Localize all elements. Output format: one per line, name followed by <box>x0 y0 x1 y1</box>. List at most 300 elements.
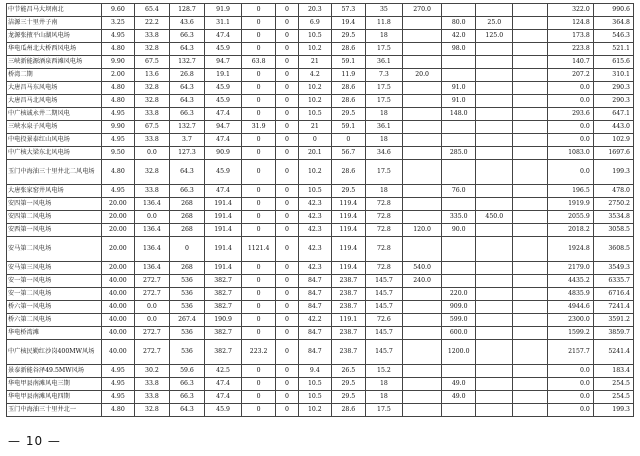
value-cell <box>442 4 476 17</box>
row-name-cell: 洁源三十里井子南 <box>7 17 102 30</box>
value-cell: 0 <box>242 365 276 378</box>
value-cell: 10.5 <box>298 185 331 198</box>
value-cell <box>442 262 476 275</box>
table-row <box>7 275 634 288</box>
value-cell: 20.1 <box>298 147 331 160</box>
value-cell: 18 <box>365 108 402 121</box>
value-cell: 91.0 <box>442 82 476 95</box>
value-cell: 199.3 <box>593 404 633 417</box>
value-cell: 34.6 <box>365 147 402 160</box>
value-cell <box>513 134 548 147</box>
value-cell: 1599.2 <box>548 327 593 340</box>
value-cell: 3534.8 <box>593 211 633 224</box>
value-cell: 268 <box>169 262 204 275</box>
value-cell: 64.3 <box>169 43 204 56</box>
value-cell: 136.4 <box>134 198 169 211</box>
value-cell: 599.0 <box>442 314 476 327</box>
value-cell: 0 <box>276 391 299 404</box>
value-cell: 29.5 <box>331 378 365 391</box>
row-name-cell: 玉门中海油三十里井北一 <box>7 404 102 417</box>
value-cell <box>442 160 476 185</box>
value-cell <box>513 147 548 160</box>
value-cell: 238.7 <box>331 340 365 365</box>
value-cell: 9.60 <box>101 4 134 17</box>
value-cell: 18 <box>365 185 402 198</box>
value-cell: 0 <box>276 314 299 327</box>
value-cell <box>476 82 513 95</box>
value-cell: 33.8 <box>134 378 169 391</box>
value-cell: 190.9 <box>205 314 242 327</box>
value-cell: 0 <box>276 43 299 56</box>
table-row <box>7 30 634 43</box>
value-cell: 0.0 <box>548 160 593 185</box>
value-cell: 1083.0 <box>548 147 593 160</box>
value-cell <box>513 365 548 378</box>
value-cell: 4.95 <box>101 378 134 391</box>
value-cell: 19.4 <box>331 17 365 30</box>
value-cell: 20.00 <box>101 224 134 237</box>
value-cell <box>476 160 513 185</box>
value-cell: 59.1 <box>331 56 365 69</box>
value-cell: 17.5 <box>365 82 402 95</box>
value-cell <box>442 198 476 211</box>
row-name-cell: 中电投景泰红山风电场 <box>7 134 102 147</box>
value-cell: 5241.4 <box>593 340 633 365</box>
value-cell: 4944.6 <box>548 301 593 314</box>
value-cell: 10.5 <box>298 378 331 391</box>
value-cell: 47.4 <box>205 378 242 391</box>
value-cell: 4.2 <box>298 69 331 82</box>
value-cell: 10.5 <box>298 391 331 404</box>
value-cell: 0 <box>242 314 276 327</box>
value-cell: 40.00 <box>101 314 134 327</box>
value-cell: 0 <box>242 17 276 30</box>
value-cell: 3591.2 <box>593 314 633 327</box>
value-cell: 91.9 <box>205 4 242 17</box>
row-name-cell: 景泰新能谷泽49.5MW风场 <box>7 365 102 378</box>
table-row <box>7 391 634 404</box>
value-cell: 42.3 <box>298 198 331 211</box>
value-cell <box>442 121 476 134</box>
value-cell: 272.7 <box>134 275 169 288</box>
table-row <box>7 237 634 262</box>
value-cell: 909.0 <box>442 301 476 314</box>
value-cell: 0 <box>276 108 299 121</box>
value-cell: 382.7 <box>205 301 242 314</box>
value-cell <box>513 314 548 327</box>
table-row <box>7 404 634 417</box>
value-cell: 0.0 <box>134 314 169 327</box>
value-cell: 40.00 <box>101 275 134 288</box>
value-cell <box>476 69 513 82</box>
value-cell: 0 <box>276 82 299 95</box>
value-cell: 4.95 <box>101 365 134 378</box>
table-row <box>7 160 634 185</box>
value-cell <box>403 301 442 314</box>
value-cell: 17.5 <box>365 404 402 417</box>
table-row <box>7 365 634 378</box>
value-cell: 11.8 <box>365 17 402 30</box>
value-cell <box>403 160 442 185</box>
value-cell: 0.0 <box>134 301 169 314</box>
capacity-table-wrapper <box>6 3 634 417</box>
value-cell: 64.3 <box>169 82 204 95</box>
table-row <box>7 95 634 108</box>
value-cell: 546.3 <box>593 30 633 43</box>
value-cell: 148.0 <box>442 108 476 121</box>
value-cell: 32.8 <box>134 95 169 108</box>
value-cell: 0 <box>276 147 299 160</box>
value-cell: 127.3 <box>169 147 204 160</box>
value-cell <box>513 288 548 301</box>
value-cell: 0 <box>276 378 299 391</box>
value-cell: 40.00 <box>101 327 134 340</box>
value-cell: 13.6 <box>134 69 169 82</box>
value-cell: 0 <box>169 237 204 262</box>
value-cell <box>513 404 548 417</box>
value-cell <box>403 56 442 69</box>
value-cell: 4.95 <box>101 185 134 198</box>
value-cell: 40.00 <box>101 301 134 314</box>
value-cell <box>476 198 513 211</box>
value-cell: 220.0 <box>442 288 476 301</box>
value-cell <box>442 365 476 378</box>
value-cell: 0.0 <box>548 134 593 147</box>
value-cell: 443.0 <box>593 121 633 134</box>
value-cell: 42.5 <box>205 365 242 378</box>
row-name-cell: 龙源张掖平山湖风电场 <box>7 30 102 43</box>
table-row <box>7 69 634 82</box>
value-cell: 10.5 <box>298 108 331 121</box>
value-cell: 76.0 <box>442 185 476 198</box>
value-cell: 0 <box>276 134 299 147</box>
value-cell <box>513 82 548 95</box>
row-name-cell: 三峡新能源酒泉西滩风电场 <box>7 56 102 69</box>
value-cell: 382.7 <box>205 327 242 340</box>
value-cell: 0 <box>242 108 276 121</box>
value-cell: 223.2 <box>242 340 276 365</box>
value-cell: 29.5 <box>331 391 365 404</box>
value-cell: 84.7 <box>298 288 331 301</box>
value-cell: 22.2 <box>134 17 169 30</box>
value-cell: 0 <box>242 301 276 314</box>
value-cell: 119.4 <box>331 262 365 275</box>
value-cell <box>513 56 548 69</box>
value-cell: 0 <box>276 224 299 237</box>
value-cell: 45.9 <box>205 43 242 56</box>
value-cell: 80.0 <box>442 17 476 30</box>
value-cell: 4.80 <box>101 82 134 95</box>
value-cell: 536 <box>169 301 204 314</box>
value-cell <box>403 95 442 108</box>
value-cell: 0 <box>242 404 276 417</box>
value-cell: 119.4 <box>331 198 365 211</box>
value-cell: 145.7 <box>365 327 402 340</box>
value-cell: 364.8 <box>593 17 633 30</box>
value-cell: 19.1 <box>205 69 242 82</box>
value-cell: 36.1 <box>365 56 402 69</box>
value-cell: 33.8 <box>134 185 169 198</box>
value-cell: 64.3 <box>169 160 204 185</box>
value-cell: 26.8 <box>169 69 204 82</box>
row-name-cell: 大唐昌马东风电场 <box>7 82 102 95</box>
value-cell: 647.1 <box>593 108 633 121</box>
value-cell: 66.3 <box>169 185 204 198</box>
value-cell: 536 <box>169 288 204 301</box>
value-cell: 17.5 <box>365 43 402 56</box>
value-cell: 3.25 <box>101 17 134 30</box>
value-cell: 84.7 <box>298 301 331 314</box>
value-cell: 0 <box>276 327 299 340</box>
value-cell: 18 <box>365 134 402 147</box>
page-number: — 10 — <box>8 434 61 448</box>
value-cell: 17.5 <box>365 160 402 185</box>
value-cell: 6.9 <box>298 17 331 30</box>
value-cell <box>513 185 548 198</box>
value-cell: 0 <box>276 95 299 108</box>
value-cell: 0 <box>242 30 276 43</box>
value-cell: 42.3 <box>298 262 331 275</box>
value-cell: 47.4 <box>205 391 242 404</box>
value-cell: 0 <box>242 4 276 17</box>
value-cell: 26.5 <box>331 365 365 378</box>
value-cell: 199.3 <box>593 160 633 185</box>
table-row <box>7 17 634 30</box>
value-cell: 4.95 <box>101 108 134 121</box>
table-row <box>7 147 634 160</box>
value-cell <box>403 30 442 43</box>
value-cell: 290.3 <box>593 95 633 108</box>
value-cell <box>476 262 513 275</box>
value-cell <box>442 237 476 262</box>
value-cell <box>476 365 513 378</box>
value-cell: 47.4 <box>205 108 242 121</box>
value-cell: 0 <box>242 134 276 147</box>
row-name-cell: 中广核诚永井二期风电 <box>7 108 102 121</box>
row-name-cell: 安四第二风电场 <box>7 211 102 224</box>
value-cell: 191.4 <box>205 237 242 262</box>
value-cell <box>403 237 442 262</box>
value-cell: 10.5 <box>298 30 331 43</box>
value-cell: 124.8 <box>548 17 593 30</box>
value-cell <box>476 314 513 327</box>
value-cell: 67.5 <box>134 56 169 69</box>
value-cell <box>476 95 513 108</box>
row-name-cell: 桥六第二风电场 <box>7 314 102 327</box>
value-cell: 28.6 <box>331 43 365 56</box>
value-cell: 72.8 <box>365 237 402 262</box>
value-cell <box>513 69 548 82</box>
value-cell: 267.4 <box>169 314 204 327</box>
value-cell: 21 <box>298 56 331 69</box>
value-cell: 128.7 <box>169 4 204 17</box>
value-cell: 183.4 <box>593 365 633 378</box>
value-cell: 0.0 <box>548 404 593 417</box>
value-cell <box>513 4 548 17</box>
value-cell: 98.0 <box>442 43 476 56</box>
value-cell <box>476 121 513 134</box>
value-cell: 45.9 <box>205 404 242 417</box>
row-name-cell: 大唐张家窑井风电场 <box>7 185 102 198</box>
row-name-cell: 安马第二风电场 <box>7 237 102 262</box>
value-cell: 84.7 <box>298 275 331 288</box>
value-cell: 615.6 <box>593 56 633 69</box>
value-cell <box>513 108 548 121</box>
table-row <box>7 340 634 365</box>
value-cell: 84.7 <box>298 340 331 365</box>
value-cell: 0 <box>242 288 276 301</box>
value-cell <box>513 301 548 314</box>
value-cell: 6335.7 <box>593 275 633 288</box>
value-cell <box>403 108 442 121</box>
value-cell <box>403 391 442 404</box>
table-row <box>7 211 634 224</box>
value-cell: 4.80 <box>101 95 134 108</box>
value-cell: 7.3 <box>365 69 402 82</box>
value-cell <box>513 340 548 365</box>
value-cell: 31.9 <box>242 121 276 134</box>
value-cell <box>476 378 513 391</box>
value-cell: 119.4 <box>331 211 365 224</box>
value-cell: 0 <box>242 198 276 211</box>
table-row <box>7 185 634 198</box>
row-name-cell: 玉门中海油三十里井北二风电场 <box>7 160 102 185</box>
value-cell <box>513 237 548 262</box>
value-cell: 0 <box>276 275 299 288</box>
value-cell <box>476 404 513 417</box>
value-cell: 4.80 <box>101 43 134 56</box>
table-body <box>7 4 634 417</box>
value-cell <box>476 147 513 160</box>
value-cell: 0 <box>276 160 299 185</box>
value-cell <box>442 404 476 417</box>
value-cell: 238.7 <box>331 327 365 340</box>
value-cell <box>403 121 442 134</box>
table-row <box>7 262 634 275</box>
value-cell: 2157.7 <box>548 340 593 365</box>
value-cell: 382.7 <box>205 340 242 365</box>
value-cell: 191.4 <box>205 211 242 224</box>
value-cell: 33.8 <box>134 30 169 43</box>
table-row <box>7 301 634 314</box>
value-cell <box>442 56 476 69</box>
value-cell: 10.2 <box>298 43 331 56</box>
value-cell <box>513 327 548 340</box>
table-row <box>7 134 634 147</box>
value-cell: 268 <box>169 211 204 224</box>
row-name-cell: 华电甲县南滩风电三期 <box>7 378 102 391</box>
value-cell: 9.90 <box>101 121 134 134</box>
value-cell: 240.0 <box>403 275 442 288</box>
row-name-cell: 安一第二风电场 <box>7 288 102 301</box>
value-cell: 0.0 <box>548 121 593 134</box>
value-cell: 18 <box>365 391 402 404</box>
value-cell <box>476 56 513 69</box>
value-cell: 3.7 <box>169 134 204 147</box>
value-cell: 136.4 <box>134 224 169 237</box>
value-cell <box>403 17 442 30</box>
value-cell: 47.4 <box>205 185 242 198</box>
value-cell <box>513 43 548 56</box>
value-cell: 15.2 <box>365 365 402 378</box>
value-cell: 268 <box>169 198 204 211</box>
value-cell: 7241.4 <box>593 301 633 314</box>
value-cell: 293.6 <box>548 108 593 121</box>
value-cell: 1121.4 <box>242 237 276 262</box>
value-cell: 600.0 <box>442 327 476 340</box>
value-cell: 238.7 <box>331 301 365 314</box>
value-cell: 540.0 <box>403 262 442 275</box>
value-cell: 29.5 <box>331 30 365 43</box>
table-row <box>7 224 634 237</box>
value-cell <box>403 185 442 198</box>
value-cell <box>513 160 548 185</box>
value-cell <box>403 211 442 224</box>
table-row <box>7 378 634 391</box>
value-cell: 6716.4 <box>593 288 633 301</box>
value-cell: 47.4 <box>205 134 242 147</box>
value-cell: 66.3 <box>169 391 204 404</box>
value-cell: 10.2 <box>298 95 331 108</box>
value-cell: 32.8 <box>134 43 169 56</box>
value-cell: 238.7 <box>331 288 365 301</box>
value-cell: 42.3 <box>298 224 331 237</box>
value-cell: 0 <box>242 275 276 288</box>
value-cell: 0 <box>276 69 299 82</box>
value-cell: 2179.0 <box>548 262 593 275</box>
value-cell: 29.5 <box>331 108 365 121</box>
value-cell: 0.0 <box>548 378 593 391</box>
value-cell <box>513 17 548 30</box>
table-row <box>7 108 634 121</box>
value-cell: 322.0 <box>548 4 593 17</box>
value-cell: 0 <box>242 95 276 108</box>
value-cell: 102.9 <box>593 134 633 147</box>
table-row <box>7 56 634 69</box>
value-cell: 30.2 <box>134 365 169 378</box>
row-name-cell: 华电桥湾滩 <box>7 327 102 340</box>
value-cell <box>403 288 442 301</box>
value-cell: 20.00 <box>101 211 134 224</box>
value-cell: 196.5 <box>548 185 593 198</box>
value-cell <box>513 275 548 288</box>
value-cell: 57.3 <box>331 4 365 17</box>
value-cell: 132.7 <box>169 121 204 134</box>
table-row <box>7 121 634 134</box>
value-cell: 145.7 <box>365 288 402 301</box>
value-cell: 3608.5 <box>593 237 633 262</box>
value-cell: 28.6 <box>331 404 365 417</box>
value-cell <box>513 391 548 404</box>
value-cell: 0 <box>298 134 331 147</box>
value-cell: 0 <box>242 185 276 198</box>
value-cell: 2055.9 <box>548 211 593 224</box>
value-cell: 3859.7 <box>593 327 633 340</box>
value-cell: 119.1 <box>331 314 365 327</box>
value-cell: 59.1 <box>331 121 365 134</box>
value-cell: 254.5 <box>593 378 633 391</box>
value-cell: 32.8 <box>134 160 169 185</box>
row-name-cell: 华电甲县南滩风电四期 <box>7 391 102 404</box>
value-cell: 28.6 <box>331 95 365 108</box>
value-cell <box>403 340 442 365</box>
value-cell: 63.8 <box>242 56 276 69</box>
value-cell: 4.95 <box>101 134 134 147</box>
value-cell: 65.4 <box>134 4 169 17</box>
row-name-cell: 桥湾二期 <box>7 69 102 82</box>
value-cell: 33.8 <box>134 108 169 121</box>
value-cell <box>403 327 442 340</box>
